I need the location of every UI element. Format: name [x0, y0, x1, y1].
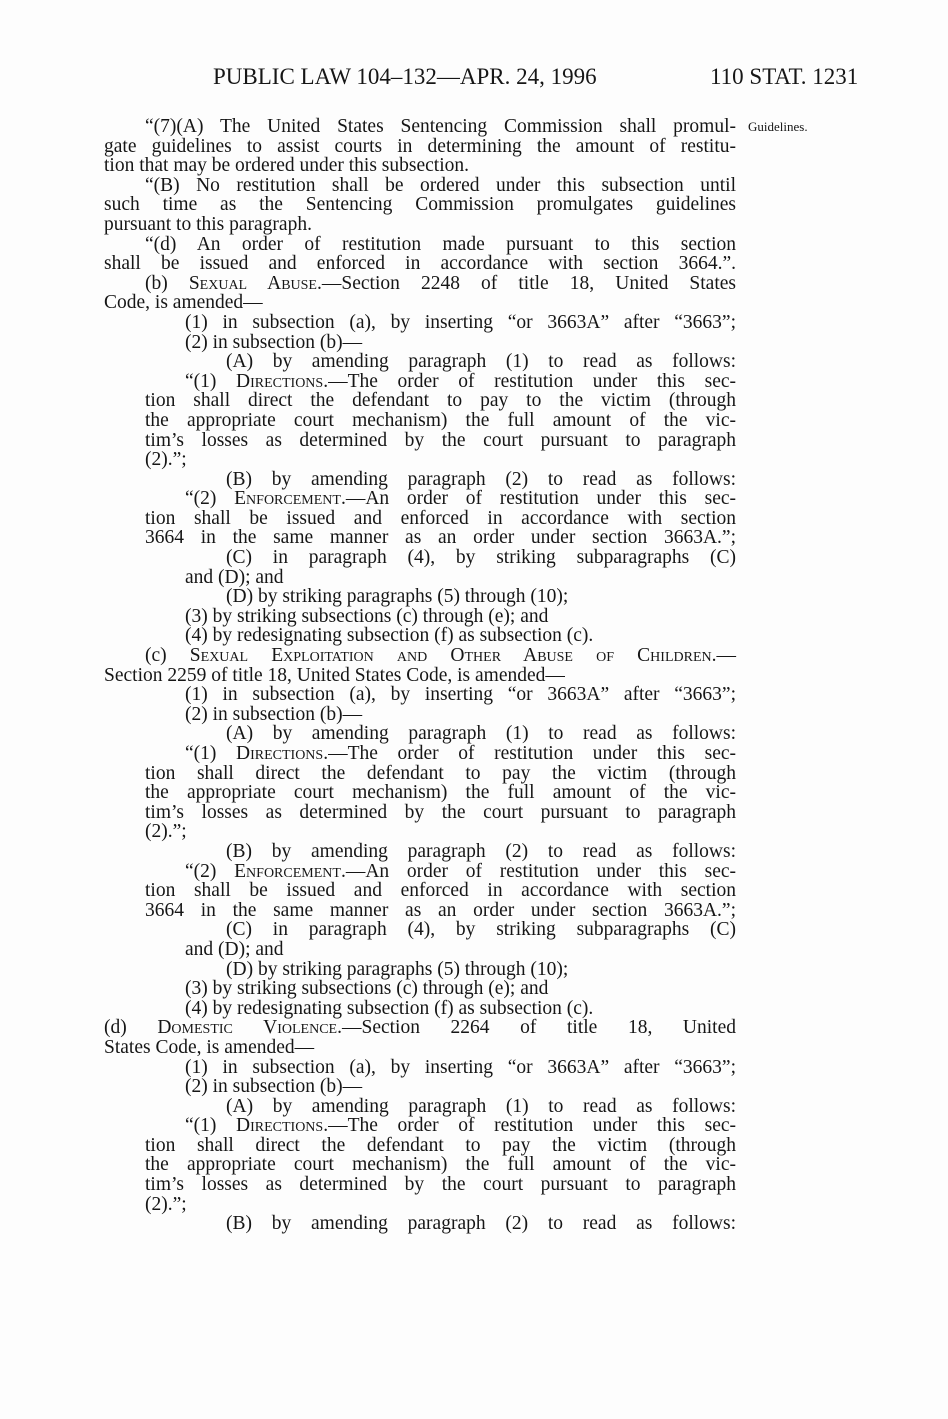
text-line	[104, 411, 736, 431]
line-text: gate guidelines to assist courts in determining the amount of restitu-	[104, 135, 736, 157]
line-text: “(B) No restitution shall be ordered under this subsection until	[145, 174, 736, 196]
section-caption: Directions	[236, 370, 324, 392]
line-text: (2).”;	[145, 1193, 187, 1215]
line-text: (B) by amending paragraph (2) to read as follows:	[226, 1213, 736, 1235]
text-line	[104, 842, 736, 862]
line-text: tim’s losses as determined by the court pursuant to paragraph	[145, 801, 736, 823]
text-line	[104, 1214, 736, 1234]
line-text: and (D); and	[185, 566, 284, 588]
text-line	[104, 979, 736, 999]
line-text-continued: .—Section 2248 of title 18, United States	[317, 272, 736, 294]
line-text-continued: .—An order of restitution under this sec-	[340, 488, 736, 510]
line-text: Code, is amended—	[104, 292, 263, 314]
line-text: (3) by striking subsections (c) through (e); and	[185, 605, 549, 627]
text-line	[104, 646, 736, 666]
section-caption: Enforcement	[234, 860, 341, 882]
line-text: such time as the Sentencing Commission promulgates guidelines	[104, 194, 736, 216]
line-text: “(1)	[185, 1115, 237, 1137]
line-text: (2) in subsection (b)—	[185, 331, 363, 353]
line-text: (4) by redesignating subsection (f) as subsection (c).	[185, 625, 594, 647]
line-text: (1) in subsection (a), by inserting “or 3663A” after “3663”;	[185, 684, 736, 706]
text-line	[104, 176, 736, 196]
line-text: (1) in subsection (a), by inserting “or 3663A” after “3663”;	[185, 1056, 736, 1078]
line-text: tion shall direct the defendant to pay the victim (through	[145, 1134, 736, 1156]
line-text: “(2)	[185, 860, 235, 882]
text-line	[104, 685, 736, 705]
text-line	[104, 881, 736, 901]
section-caption: Directions	[236, 743, 324, 764]
line-text: (D) by striking paragraphs (5) through (10);	[226, 586, 569, 608]
line-text-continued: .—The order of restitution under this sec-	[323, 1115, 736, 1137]
text-line	[104, 803, 736, 823]
text-line	[104, 528, 736, 548]
text-line	[104, 1097, 736, 1117]
line-text: tion shall be issued and enforced in accordance with section	[145, 880, 736, 902]
text-line	[104, 920, 736, 940]
text-line	[104, 783, 736, 803]
line-text: (4) by redesignating subsection (f) as subsection (c).	[185, 997, 594, 1019]
text-line	[104, 1155, 736, 1175]
line-text: (b)	[145, 272, 189, 294]
line-text: (2) in subsection (b)—	[185, 703, 363, 725]
line-text-continued: .—The order of restitution under this sec-	[323, 370, 736, 392]
line-text: 3664 in the same manner as an order under section 3663A.”;	[145, 527, 736, 549]
line-text-continued: .—An order of restitution under this sec-	[340, 860, 736, 882]
text-line	[104, 352, 736, 372]
section-caption: Sexual Exploitation and Other Abuse of Children	[189, 645, 712, 667]
text-line	[104, 333, 736, 353]
section-caption: Enforcement	[234, 488, 341, 510]
text-line	[104, 724, 736, 744]
text-line	[104, 1018, 736, 1038]
text-line	[104, 705, 736, 725]
text-line	[104, 450, 736, 470]
text-line	[104, 999, 736, 1019]
line-text: “(1)	[185, 743, 237, 764]
section-caption: Domestic Violence	[157, 1017, 338, 1039]
line-text: “(2)	[185, 488, 235, 510]
text-line	[104, 470, 736, 490]
text-line	[104, 587, 736, 607]
line-text-continued: .—The order of restitution under this sec-	[323, 743, 736, 764]
text-line	[104, 626, 736, 646]
text-line	[104, 274, 736, 294]
section-caption: Directions	[236, 1115, 324, 1137]
text-line	[104, 1058, 736, 1078]
line-text: the appropriate court mechanism) the full amount of the vic-	[145, 409, 736, 431]
line-text: (C) in paragraph (4), by striking subparagraphs (C)	[226, 919, 736, 941]
line-text: (c)	[145, 645, 190, 667]
line-text: (A) by amending paragraph (1) to read as follows:	[226, 723, 736, 745]
line-text: 3664 in the same manner as an order under section 3663A.”;	[145, 899, 736, 921]
text-line	[104, 372, 736, 392]
text-line	[104, 1195, 736, 1215]
body-text	[104, 117, 736, 1234]
text-line	[104, 509, 736, 529]
text-line	[104, 254, 736, 274]
line-text: (2) in subsection (b)—	[185, 1076, 363, 1098]
text-line	[104, 960, 736, 980]
text-line	[104, 431, 736, 451]
line-text: shall be issued and enforced in accordance with section 3664.”.	[104, 253, 736, 275]
text-line	[104, 1175, 736, 1195]
statute-page-number: 110 STAT. 1231	[710, 64, 859, 89]
text-line	[104, 1136, 736, 1156]
line-text: (d)	[104, 1017, 158, 1039]
line-text: (B) by amending paragraph (2) to read as follows:	[226, 840, 736, 862]
text-line	[104, 235, 736, 255]
text-line	[104, 391, 736, 411]
line-text: “(1)	[185, 370, 237, 392]
text-line	[104, 666, 736, 686]
text-line	[104, 215, 736, 235]
line-text: tion shall direct the defendant to pay the victim (through	[145, 762, 736, 784]
text-line	[104, 764, 736, 784]
line-text: tion shall be issued and enforced in accordance with section	[145, 507, 736, 529]
text-line	[104, 940, 736, 960]
text-line	[104, 293, 736, 313]
line-text: States Code, is amended—	[104, 1036, 315, 1058]
text-line	[104, 744, 736, 764]
line-text: (B) by amending paragraph (2) to read as follows:	[226, 468, 736, 490]
line-text: (C) in paragraph (4), by striking subparagraphs (C)	[226, 547, 736, 569]
line-text: Section 2259 of title 18, United States Code, is amended—	[104, 664, 565, 686]
text-line	[104, 313, 736, 333]
text-line	[104, 862, 736, 882]
line-text-continued: .—Section 2264 of title 18, United	[337, 1017, 736, 1039]
text-line	[104, 1077, 736, 1097]
line-text: tim’s losses as determined by the court pursuant to paragraph	[145, 429, 736, 451]
text-line	[104, 568, 736, 588]
text-line	[104, 607, 736, 627]
text-line	[104, 156, 736, 176]
line-text: (1) in subsection (a), by inserting “or 3663A” after “3663”;	[185, 311, 736, 333]
line-text: (3) by striking subsections (c) through (e); and	[185, 978, 549, 1000]
text-line	[104, 822, 736, 842]
line-text: pursuant to this paragraph.	[104, 213, 312, 235]
line-text: and (D); and	[185, 938, 284, 960]
line-text: tim’s losses as determined by the court pursuant to paragraph	[145, 1174, 736, 1196]
line-text-continued: .—	[711, 645, 736, 667]
text-line	[104, 195, 736, 215]
margin-note: Guidelines.	[748, 119, 808, 134]
text-line	[104, 137, 736, 157]
line-text: “(7)(A) The United States Sentencing Commission shall promul-	[145, 116, 736, 137]
text-line	[104, 548, 736, 568]
text-line	[104, 117, 736, 137]
text-line	[104, 489, 736, 509]
line-text: (D) by striking paragraphs (5) through (10);	[226, 958, 569, 980]
line-text: (A) by amending paragraph (1) to read as follows:	[226, 351, 736, 373]
text-line	[104, 901, 736, 921]
line-text: the appropriate court mechanism) the full amount of the vic-	[145, 1154, 736, 1176]
line-text: (2).”;	[145, 449, 187, 471]
line-text: “(d) An order of restitution made pursuant to this section	[145, 233, 736, 255]
line-text: tion shall direct the defendant to pay to the victim (through	[145, 390, 736, 412]
text-line	[104, 1116, 736, 1136]
running-head-title: PUBLIC LAW 104–132—APR. 24, 1996	[213, 64, 597, 89]
line-text: (A) by amending paragraph (1) to read as follows:	[226, 1095, 736, 1117]
line-text: tion that may be ordered under this subsection.	[104, 155, 469, 177]
section-caption: Sexual Abuse	[188, 272, 317, 294]
line-text: the appropriate court mechanism) the full amount of the vic-	[145, 782, 736, 804]
line-text: (2).”;	[145, 821, 187, 843]
text-line	[104, 1038, 736, 1058]
